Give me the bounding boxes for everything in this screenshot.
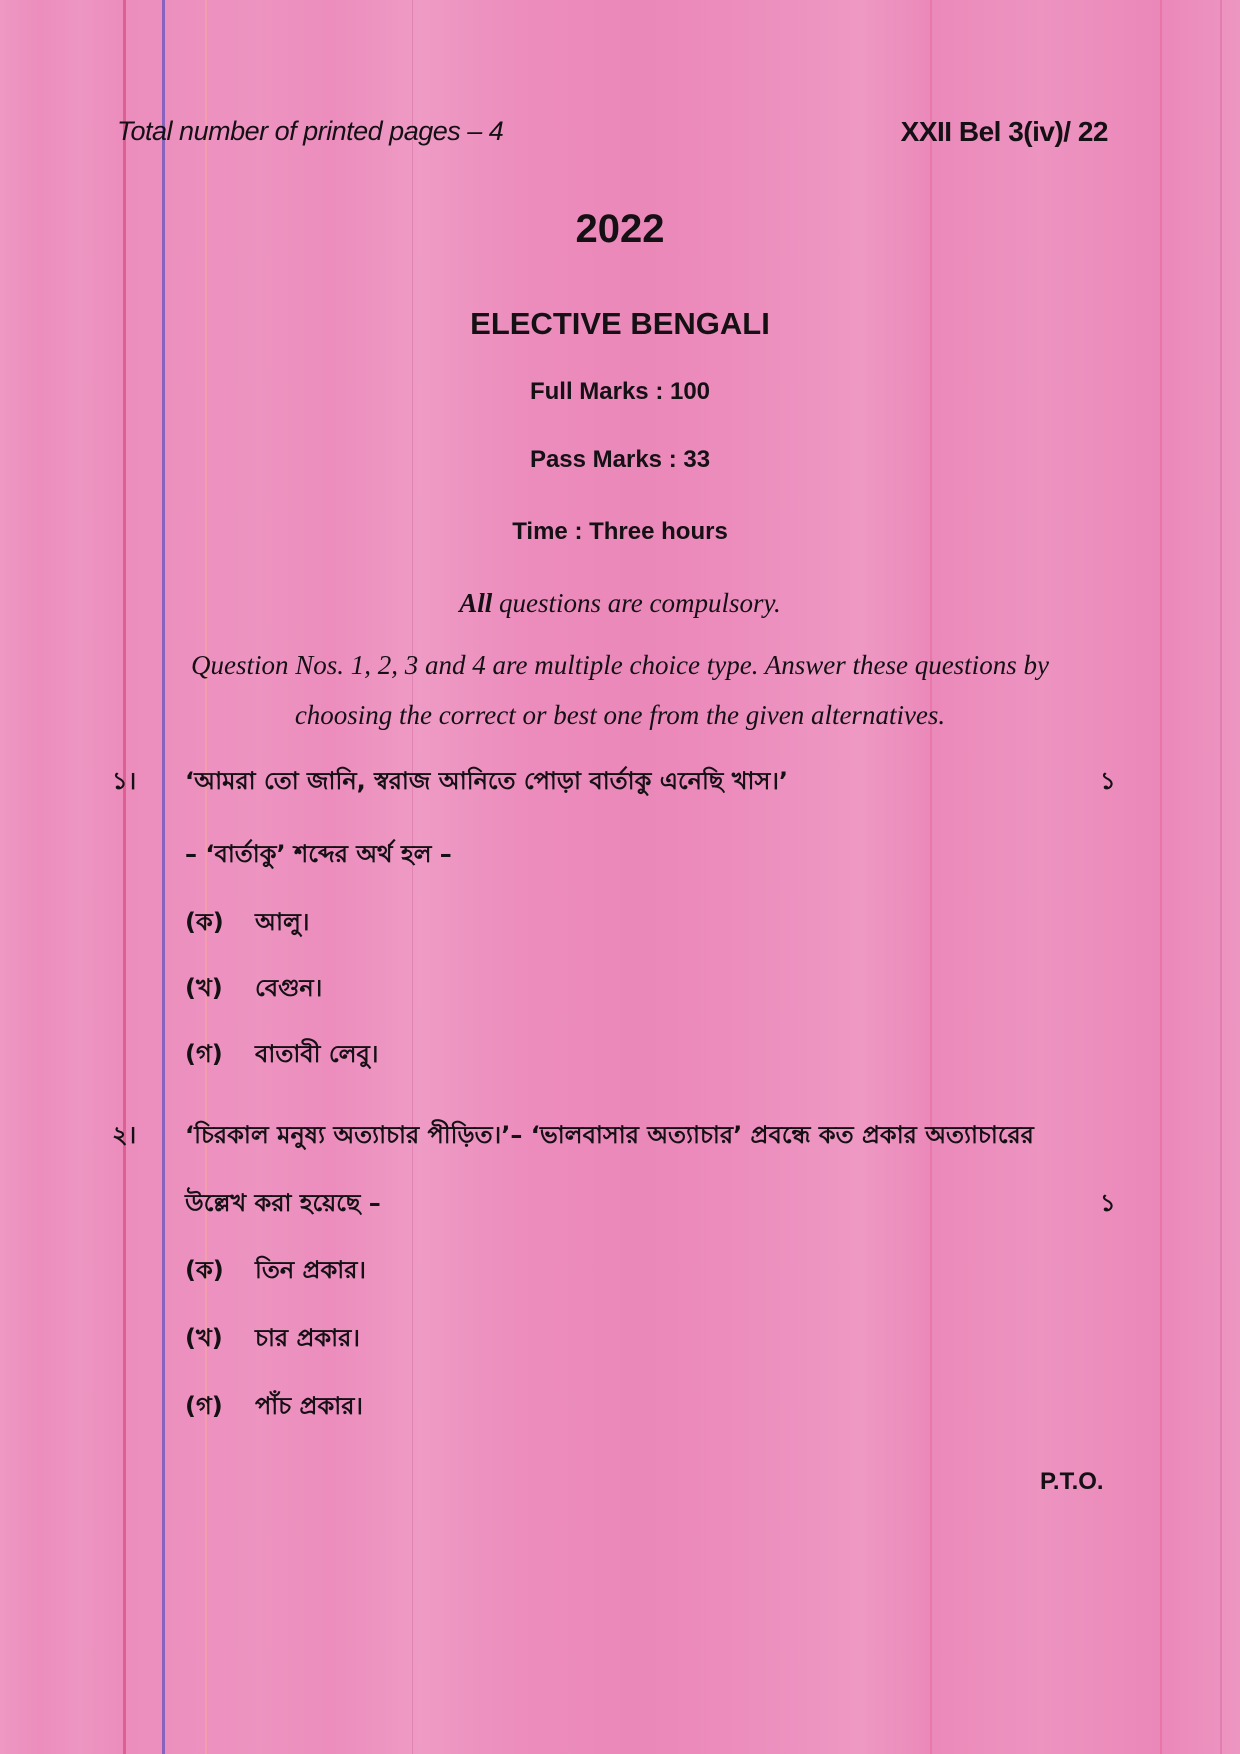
- exam-subject: ELECTIVE BENGALI: [470, 306, 770, 341]
- mcq-instruction-line-2: choosing the correct or best one from the given alternatives.: [294, 700, 946, 730]
- paper-streak: [1160, 0, 1162, 1754]
- option-label: (খ): [185, 1324, 223, 1352]
- option-text: তিন প্রকার।: [255, 1256, 367, 1284]
- option-text: চার প্রকার।: [255, 1324, 360, 1352]
- printed-pages-note: Total number of printed pages – 4: [117, 116, 504, 146]
- question-marks: ১: [1100, 767, 1116, 795]
- option-text: বাতাবী লেবু।: [255, 1040, 379, 1068]
- compulsory-text: questions are compulsory.: [492, 588, 781, 618]
- please-turn-over: P.T.O.: [1040, 1468, 1104, 1495]
- margin-purple-line: [162, 0, 165, 1754]
- question-text-continued: উল্লেখ করা হয়েছে –: [185, 1189, 381, 1217]
- question-text: ‘আমরা তো জানি, স্বরাজ আনিতে পোড়া বার্তাকু এনেছি খাস।’: [185, 767, 789, 795]
- compulsory-instruction: [0, 588, 1240, 619]
- paper-streak: [412, 0, 413, 1754]
- question-marks: ১: [1100, 1189, 1116, 1217]
- question-number: ২।: [112, 1121, 137, 1149]
- compulsory-emphasis: All: [459, 588, 493, 618]
- option-label: (গ): [185, 1040, 223, 1068]
- option-text: পাঁচ প্রকার।: [255, 1392, 364, 1420]
- full-marks: Full Marks : 100: [529, 378, 711, 405]
- question-number: ১।: [112, 767, 137, 795]
- exam-year: 2022: [575, 207, 665, 251]
- paper-streak: [930, 0, 932, 1754]
- paper-streak: [1220, 0, 1222, 1754]
- exam-time: Time : Three hours: [512, 518, 728, 545]
- paper-code: XXII Bel 3(iv)/ 22: [900, 116, 1108, 147]
- option-label: (ক): [185, 908, 224, 936]
- question-prompt: – ‘বার্তাকু’ শব্দের অর্থ হল –: [185, 840, 452, 868]
- margin-red-line: [123, 0, 126, 1754]
- option-label: (ক): [185, 1256, 224, 1284]
- paper-streak: [205, 0, 207, 1754]
- mcq-instruction-line-1: Question Nos. 1, 2, 3 and 4 are multiple choice type. Answer these questions by: [191, 650, 1049, 680]
- option-label: (খ): [185, 974, 223, 1002]
- option-text: আলু।: [255, 908, 310, 936]
- option-label: (গ): [185, 1392, 223, 1420]
- question-text: ‘চিরকাল মনুষ্য অত্যাচার পীড়িত।’– ‘ভালবাসার অত্যাচার’ প্রবন্ধে কত প্রকার অত্যাচারের: [185, 1121, 1034, 1149]
- option-text: বেগুন।: [255, 974, 323, 1002]
- pass-marks: Pass Marks : 33: [529, 446, 711, 473]
